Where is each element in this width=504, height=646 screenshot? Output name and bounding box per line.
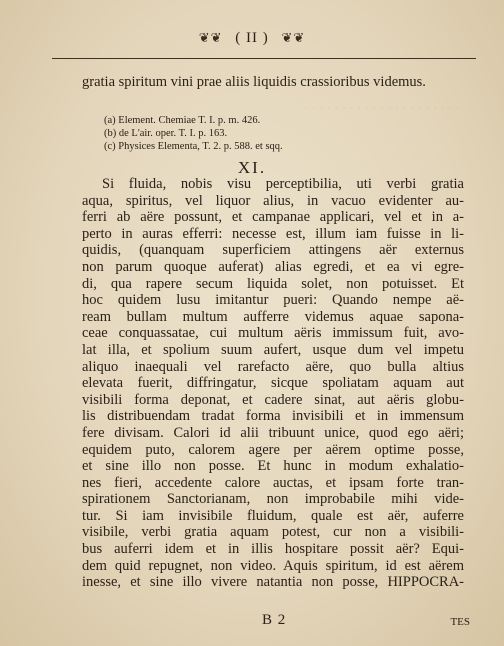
- text-line: et sine illo non posse. Et hunc in modum exhalatio-: [82, 458, 464, 475]
- show-through-text: · · · · · · · · · · · · · · · · · · · · ·: [304, 100, 460, 115]
- text-line: nes fieri, accedente calore auctas, et ipsam forte tran-: [82, 474, 464, 491]
- text-line: equidem puto, calorem agere per aërem optime posse,: [82, 441, 464, 458]
- header-rule: [52, 58, 476, 59]
- text-line: perto in auras efferri: necesse est, illum iam fuisse in li-: [82, 225, 464, 242]
- text-line: inesse, et sine illo vivere natantia non posse, HIPPOCRA-: [82, 574, 464, 591]
- page-footer: [0, 612, 504, 632]
- footnote: (c) Physices Elementa, T. 2. p. 588. et sqq.: [104, 141, 283, 152]
- ornament-left: ❦❦: [198, 30, 223, 45]
- text-line: visibile, verbi gratia aquam potest, cur non a visibili-: [82, 524, 464, 541]
- text-line: aqua, spiritus, vel liquor alius, in vacuo evidenter au-: [82, 192, 464, 209]
- section-heading: XI.: [237, 158, 267, 177]
- text-line: quidis, (quanquam superficiem attingens aër externus: [82, 242, 464, 259]
- text-line: spirationem Sanctorianam, non improbabile mihi vide-: [82, 491, 464, 508]
- footnote: (a) Element. Chemiae T. I. p. m. 426.: [104, 115, 261, 126]
- text-line: fere divisam. Calori id alii tribuunt unice, quod ego aëri;: [82, 424, 464, 441]
- page-number: ( II ): [235, 30, 269, 46]
- text-line: ream bullam multum aufferre videmus aquae sapona-: [82, 308, 464, 325]
- text-line: di, qua rapere secum liquida solet, non potuisset. Et: [82, 275, 464, 292]
- text-line: dem quid repugnet, non video. Aquis spiritum, id est aërem: [82, 557, 464, 574]
- text-line: aliquo inaequali vel rarefacto aëre, quo bulla altius: [82, 358, 464, 375]
- page-header: [0, 30, 504, 47]
- text-line: tur. Si iam invisibile fluidum, quale est aër, auferre: [82, 507, 464, 524]
- text-line: non parum quoque auferat) alias egredi, et ea vi egre-: [82, 258, 464, 275]
- ornament-right: ❦❦: [281, 30, 306, 45]
- text-line: hoc quidem lusu imitantur pueri: Quando nempe aë-: [82, 292, 464, 309]
- text-line: Si fluida, nobis visu perceptibilia, uti verbi gratia: [102, 176, 464, 192]
- footnotes: [104, 114, 464, 153]
- text-line: ceae conquassatae, cui multum aëris immissum fuit, avo-: [82, 325, 464, 342]
- catchword: TES: [450, 616, 470, 628]
- text-line: lat illa, et spolium suum aufert, usque dum vel impetu: [82, 341, 464, 358]
- text-line: bus auferri idem et in illis hospitare possit aër? Equi-: [82, 541, 464, 558]
- text-line: ferri ab aëre possunt, et campanae applicari, vel et in a-: [82, 209, 464, 226]
- footnote: (b) de L'air. oper. T. I. p. 163.: [104, 128, 228, 139]
- text-line: elevata fuerit, diffringatur, sicque spoliatam aquam aut: [82, 375, 464, 392]
- body-text: [82, 176, 464, 591]
- text-line: visibili forma deponat, et cadere sinat, aut aëris globu-: [82, 391, 464, 408]
- signature-mark: B 2: [262, 612, 287, 628]
- text-line: lis distribuendam tradat forma invisibili et in immensum: [82, 408, 464, 425]
- lead-paragraph: gratia spiritum vini prae aliis liquidis crassioribus videmus.: [82, 74, 426, 90]
